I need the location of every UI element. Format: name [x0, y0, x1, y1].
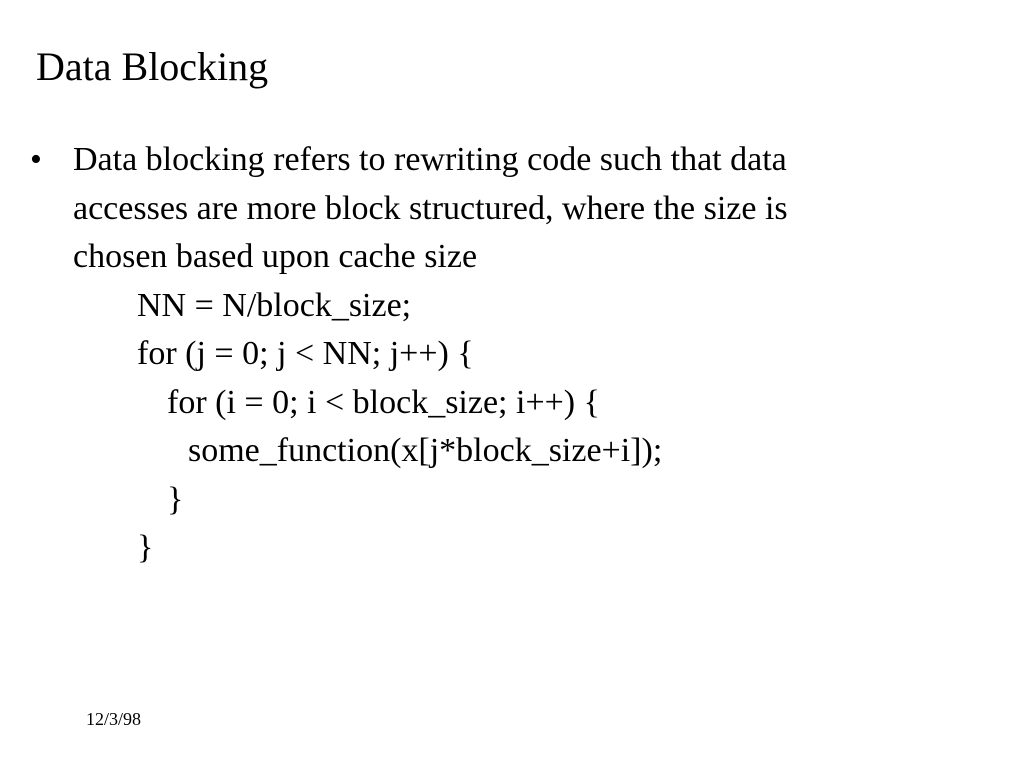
bullet-text-line-2: accesses are more block structured, where the size is: [73, 189, 788, 227]
slide-title: Data Blocking: [36, 44, 269, 89]
bullet-icon: •: [30, 141, 42, 178]
code-line-inner-close: }: [167, 480, 184, 518]
code-line-outer-for: for (j = 0; j < NN; j++) {: [137, 335, 474, 372]
code-line-function-call: some_function(x[j*block_size+i]);: [188, 432, 663, 469]
code-line-inner-for: for (i = 0; i < block_size; i++) {: [167, 383, 600, 421]
code-line-nn-assign: NN = N/block_size;: [137, 286, 412, 324]
bullet-text-line-1: Data blocking refers to rewriting code such that data: [73, 141, 787, 178]
code-line-outer-close: }: [137, 529, 154, 566]
bullet-text-line-3: chosen based upon cache size: [73, 238, 478, 275]
footer-date: 12/3/98: [86, 709, 142, 729]
